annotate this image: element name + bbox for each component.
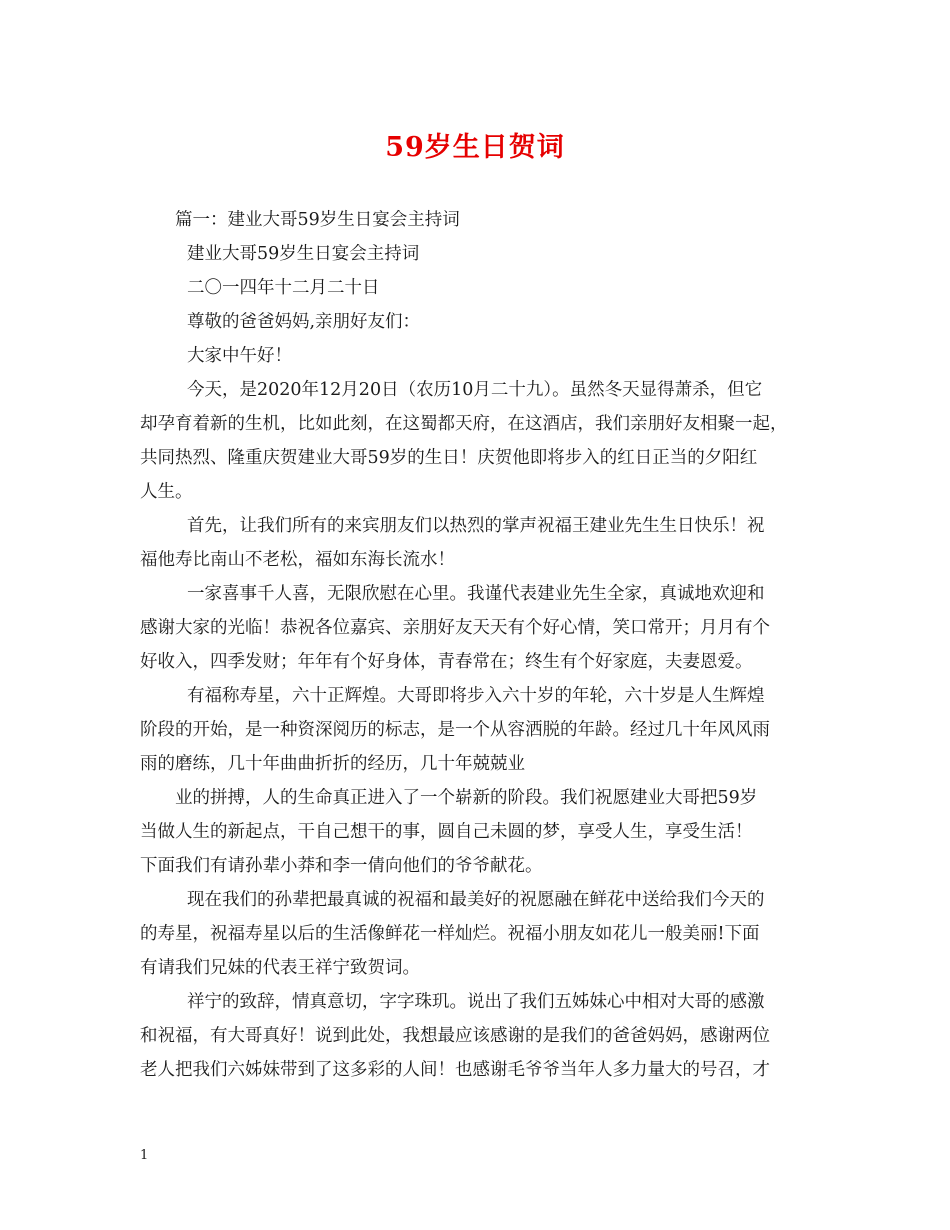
text-line: 一家喜事千人喜，无限欣慰在心里。我谨代表建业先生全家，真诚地欢迎和 — [187, 584, 765, 604]
text-line: 业的拼搏，人的生命真正进入了一个崭新的阶段。我们祝愿建业大哥把59岁 — [175, 788, 758, 808]
document-title: 59岁生日贺词 — [385, 132, 565, 163]
text-line: 建业大哥59岁生日宴会主持词 — [187, 244, 420, 264]
document-body — [140, 203, 828, 1087]
text-line: 二〇一四年十二月二十日 — [187, 278, 380, 298]
text-line: 有请我们兄妹的代表王祥宁致贺词。 — [140, 958, 420, 978]
text-line: 现在我们的孙辈把最真诚的祝福和最美好的祝愿融在鲜花中送给我们今天的 — [187, 890, 765, 910]
text-line: 共同热烈、隆重庆贺建业大哥59岁的生日！庆贺他即将步入的红日正当的夕阳红 — [140, 448, 758, 468]
text-line: 篇一：建业大哥59岁生日宴会主持词 — [175, 210, 460, 230]
text-line: 却孕育着新的生机，比如此刻，在这蜀都天府，在这酒店，我们亲朋好友相聚一起， — [140, 414, 788, 434]
text-line: 的寿星，祝福寿星以后的生活像鲜花一样灿烂。祝福小朋友如花儿一般美丽!下面 — [140, 924, 760, 944]
text-line: 人生。 — [140, 482, 193, 502]
page-number: 1 — [140, 1148, 149, 1163]
text-line: 祥宁的致辞，情真意切，字字珠玑。说出了我们五姊妹心中相对大哥的感激 — [187, 992, 765, 1012]
text-line: 好收入，四季发财；年年有个好身体，青春常在；终生有个好家庭，夫妻恩爱。 — [140, 652, 753, 672]
text-line: 当做人生的新起点，干自己想干的事，圆自己未圆的梦，享受人生，享受生活！ — [140, 822, 753, 842]
text-line: 老人把我们六姊妹带到了这多彩的人间！也感谢毛爷爷当年人多力量大的号召，才 — [140, 1060, 770, 1080]
text-line: 尊敬的爸爸妈妈,亲朋好友们： — [187, 312, 421, 332]
text-line: 感谢大家的光临！恭祝各位嘉宾、亲朋好友天天有个好心情，笑口常开；月月有个 — [140, 618, 770, 638]
text-line: 和祝福，有大哥真好！说到此处，我想最应该感谢的是我们的爸爸妈妈，感谢两位 — [140, 1026, 770, 1046]
text-line: 阶段的开始，是一种资深阅历的标志，是一个从容洒脱的年龄。经过几十年风风雨 — [140, 720, 770, 740]
text-line: 有福称寿星，六十正辉煌。大哥即将步入六十岁的年轮，六十岁是人生辉煌 — [187, 686, 765, 706]
text-line: 今天，是2020年12月20日（农历10月二十九）。虽然冬天显得萧杀，但它 — [187, 380, 763, 400]
text-line: 首先，让我们所有的来宾朋友们以热烈的掌声祝福王建业先生生日快乐！祝 — [187, 516, 765, 536]
text-line: 雨的磨练，几十年曲曲折折的经历，几十年兢兢业 — [140, 754, 525, 774]
text-line: 大家中午好！ — [187, 346, 292, 366]
text-line: 福他寿比南山不老松，福如东海长流水！ — [140, 550, 455, 570]
text-line: 下面我们有请孙辈小莽和李一倩向他们的爷爷献花。 — [140, 856, 543, 876]
